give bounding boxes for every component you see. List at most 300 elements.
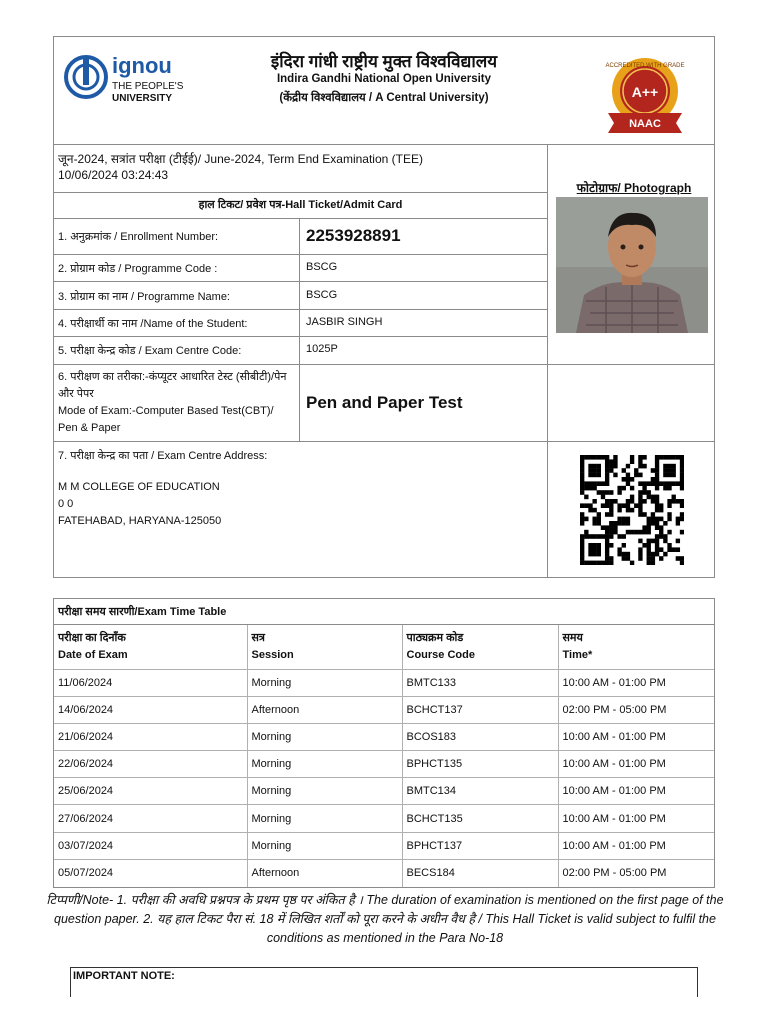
qr-module bbox=[592, 547, 596, 552]
qr-module bbox=[580, 539, 584, 544]
qr-module bbox=[597, 534, 601, 539]
qr-module bbox=[655, 552, 659, 557]
qr-module bbox=[609, 521, 613, 526]
qr-module bbox=[647, 525, 651, 530]
qr-module bbox=[663, 464, 667, 469]
qr-module bbox=[655, 473, 659, 478]
qr-module bbox=[580, 455, 584, 460]
qr-module bbox=[592, 481, 596, 486]
qr-module bbox=[634, 503, 638, 508]
naac-grade: A++ bbox=[631, 84, 659, 100]
qr-module bbox=[597, 464, 601, 469]
qr-module bbox=[672, 473, 676, 478]
qr-module bbox=[613, 455, 617, 460]
course-code-cell: BECS184 bbox=[402, 859, 558, 886]
university-name-hindi: इंदिरा गांधी राष्ट्रीय मुक्त विश्वविद्यालय bbox=[270, 52, 498, 71]
qr-module bbox=[613, 525, 617, 530]
time-cell: 10:00 AM - 01:00 PM bbox=[558, 778, 714, 805]
qr-module bbox=[588, 534, 592, 539]
qr-module bbox=[605, 503, 609, 508]
qr-module bbox=[592, 534, 596, 539]
qr-module bbox=[630, 459, 634, 464]
qr-module bbox=[605, 556, 609, 561]
qr-module bbox=[597, 468, 601, 473]
qr-module bbox=[588, 508, 592, 513]
time-cell: 02:00 PM - 05:00 PM bbox=[558, 696, 714, 723]
table-row bbox=[54, 832, 714, 859]
qr-module bbox=[580, 473, 584, 478]
session-cell: Morning bbox=[247, 805, 402, 832]
qr-module bbox=[617, 503, 621, 508]
exam-title: जून-2024, सत्रांत परीक्षा (टीईई)/ June-2024, Term End Examination (TEE) bbox=[58, 152, 423, 166]
qr-module bbox=[659, 556, 663, 561]
divider bbox=[299, 218, 300, 441]
qr-module bbox=[655, 468, 659, 473]
qr-module bbox=[605, 499, 609, 504]
qr-module bbox=[626, 508, 630, 513]
divider bbox=[54, 336, 547, 337]
qr-module bbox=[609, 530, 613, 535]
qr-module bbox=[580, 490, 584, 495]
qr-module bbox=[672, 464, 676, 469]
qr-module bbox=[588, 464, 592, 469]
divider bbox=[54, 218, 547, 219]
qr-module bbox=[634, 473, 638, 478]
qr-module bbox=[647, 495, 651, 500]
qr-module bbox=[680, 530, 684, 535]
table-row bbox=[54, 778, 714, 805]
qr-module bbox=[680, 481, 684, 486]
qr-module bbox=[605, 525, 609, 530]
qr-module bbox=[617, 552, 621, 557]
qr-module bbox=[617, 517, 621, 522]
photo-caption: फोटोग्राफ/ Photograph bbox=[576, 181, 692, 195]
timetable-table bbox=[54, 625, 714, 887]
qr-module bbox=[580, 464, 584, 469]
qr-module bbox=[642, 486, 646, 491]
qr-module bbox=[622, 543, 626, 548]
qr-module bbox=[609, 561, 613, 565]
qr-module bbox=[663, 481, 667, 486]
qr-module bbox=[680, 477, 684, 482]
qr-module bbox=[609, 543, 613, 548]
qr-module bbox=[597, 455, 601, 460]
logo-text: ignou bbox=[112, 53, 172, 78]
qr-module bbox=[667, 481, 671, 486]
qr-module bbox=[642, 464, 646, 469]
qr-module bbox=[634, 468, 638, 473]
qr-module bbox=[601, 561, 605, 565]
qr-module bbox=[592, 552, 596, 557]
qr-module bbox=[584, 455, 588, 460]
qr-module bbox=[659, 503, 663, 508]
qr-module bbox=[617, 490, 621, 495]
qr-module bbox=[680, 499, 684, 504]
qr-module bbox=[617, 486, 621, 491]
qr-module bbox=[655, 477, 659, 482]
qr-module bbox=[676, 547, 680, 552]
time-cell: 02:00 PM - 05:00 PM bbox=[558, 859, 714, 886]
qr-module bbox=[580, 561, 584, 565]
qr-module bbox=[592, 517, 596, 522]
qr-module bbox=[651, 512, 655, 517]
qr-module bbox=[659, 481, 663, 486]
qr-module bbox=[655, 534, 659, 539]
qr-module bbox=[667, 473, 671, 478]
student-name-label: 4. परीक्षार्थी का नाम /Name of the Student: bbox=[58, 318, 248, 330]
qr-module bbox=[680, 512, 684, 517]
qr-module bbox=[663, 468, 667, 473]
qr-module bbox=[609, 503, 613, 508]
divider bbox=[547, 145, 548, 577]
qr-module bbox=[663, 455, 667, 460]
programme-code-label: 2. प्रोग्राम कोड / Programme Code : bbox=[58, 263, 218, 275]
qr-module bbox=[672, 481, 676, 486]
qr-module bbox=[642, 543, 646, 548]
qr-module bbox=[580, 521, 584, 526]
qr-module bbox=[597, 543, 601, 548]
naac-ring-text: ACCREDITED WITH GRADE bbox=[605, 63, 685, 69]
session-cell: Morning bbox=[247, 778, 402, 805]
time-cell: 10:00 AM - 01:00 PM bbox=[558, 751, 714, 778]
qr-module bbox=[638, 490, 642, 495]
qr-module bbox=[584, 517, 588, 522]
qr-module bbox=[609, 508, 613, 513]
qr-module bbox=[588, 552, 592, 557]
qr-module bbox=[580, 547, 584, 552]
time-cell: 10:00 AM - 01:00 PM bbox=[558, 832, 714, 859]
qr-module bbox=[642, 525, 646, 530]
qr-module bbox=[663, 539, 667, 544]
qr-module bbox=[605, 534, 609, 539]
important-note-heading: IMPORTANT NOTE: bbox=[70, 967, 698, 997]
qr-module bbox=[622, 552, 626, 557]
session-cell: Morning bbox=[247, 669, 402, 696]
qr-module bbox=[592, 499, 596, 504]
qr-module bbox=[638, 530, 642, 535]
qr-module bbox=[630, 530, 634, 535]
qr-module bbox=[676, 521, 680, 526]
qr-module bbox=[622, 534, 626, 539]
logo-sub2: UNIVERSITY bbox=[112, 93, 173, 104]
qr-module bbox=[622, 556, 626, 561]
qr-module bbox=[651, 481, 655, 486]
qr-module bbox=[651, 495, 655, 500]
qr-module bbox=[617, 521, 621, 526]
qr-module bbox=[647, 539, 651, 544]
qr-module bbox=[605, 512, 609, 517]
qr-module bbox=[580, 556, 584, 561]
exam-date-cell: 21/06/2024 bbox=[54, 723, 247, 750]
qr-module bbox=[647, 521, 651, 526]
qr-module bbox=[647, 517, 651, 522]
generated-timestamp: 10/06/2024 03:24:43 bbox=[58, 168, 169, 182]
qr-module bbox=[613, 530, 617, 535]
qr-module bbox=[655, 503, 659, 508]
qr-module bbox=[667, 530, 671, 535]
centre-address-line: FATEHABAD, HARYANA-125050 bbox=[58, 515, 222, 527]
programme-name-value: BSCG bbox=[306, 289, 338, 301]
qr-module bbox=[626, 556, 630, 561]
qr-module bbox=[588, 503, 592, 508]
qr-module bbox=[672, 495, 676, 500]
qr-module bbox=[659, 508, 663, 513]
mode-label-line: Pen & Paper bbox=[58, 422, 121, 434]
qr-module bbox=[642, 530, 646, 535]
qr-module bbox=[667, 517, 671, 522]
qr-module bbox=[601, 455, 605, 460]
naac-badge-icon bbox=[602, 53, 688, 137]
qr-module bbox=[592, 455, 596, 460]
qr-module bbox=[626, 530, 630, 535]
session-cell: Morning bbox=[247, 751, 402, 778]
qr-module bbox=[647, 481, 651, 486]
qr-module bbox=[630, 486, 634, 491]
divider bbox=[54, 192, 547, 193]
qr-module bbox=[638, 455, 642, 460]
qr-module bbox=[622, 477, 626, 482]
qr-module bbox=[622, 521, 626, 526]
qr-module bbox=[580, 543, 584, 548]
qr-module bbox=[626, 552, 630, 557]
centre-code-label: 5. परीक्षा केन्द्र कोड / Exam Centre Code: bbox=[58, 345, 242, 357]
qr-module bbox=[588, 455, 592, 460]
qr-module bbox=[597, 552, 601, 557]
table-row bbox=[54, 859, 714, 886]
timetable-title: परीक्षा समय सारणी/Exam Time Table bbox=[54, 599, 714, 625]
qr-module bbox=[680, 561, 684, 565]
qr-module bbox=[584, 481, 588, 486]
course-code-cell: BCHCT135 bbox=[402, 805, 558, 832]
qr-module bbox=[617, 547, 621, 552]
qr-module bbox=[605, 481, 609, 486]
column-header: परीक्षा का दिनाँक Date of Exam bbox=[54, 625, 247, 669]
qr-module bbox=[659, 517, 663, 522]
qr-module bbox=[647, 556, 651, 561]
qr-module bbox=[647, 561, 651, 565]
qr-module bbox=[655, 543, 659, 548]
qr-module bbox=[605, 464, 609, 469]
qr-module bbox=[667, 486, 671, 491]
qr-module bbox=[651, 468, 655, 473]
qr-module bbox=[638, 499, 642, 504]
qr-module bbox=[630, 477, 634, 482]
qr-module bbox=[622, 517, 626, 522]
qr-module bbox=[588, 473, 592, 478]
university-name-english: Indira Gandhi National Open University bbox=[276, 73, 492, 85]
qr-module bbox=[638, 539, 642, 544]
qr-module bbox=[592, 521, 596, 526]
qr-module bbox=[667, 547, 671, 552]
qr-module bbox=[601, 534, 605, 539]
qr-module bbox=[651, 517, 655, 522]
mode-label-line: Mode of Exam:-Computer Based Test(CBT)/ bbox=[58, 405, 274, 417]
session-cell: Morning bbox=[247, 723, 402, 750]
qr-module bbox=[655, 539, 659, 544]
qr-module bbox=[580, 468, 584, 473]
qr-module bbox=[638, 495, 642, 500]
timetable-header-row bbox=[54, 625, 714, 669]
qr-module bbox=[680, 455, 684, 460]
time-cell: 10:00 AM - 01:00 PM bbox=[558, 669, 714, 696]
qr-module bbox=[626, 517, 630, 522]
qr-module bbox=[605, 561, 609, 565]
exam-date-cell: 25/06/2024 bbox=[54, 778, 247, 805]
qr-module bbox=[622, 486, 626, 491]
qr-module bbox=[638, 473, 642, 478]
centre-address-line: M M COLLEGE OF EDUCATION bbox=[58, 481, 220, 493]
qr-module bbox=[680, 473, 684, 478]
qr-module bbox=[597, 561, 601, 565]
qr-module bbox=[609, 525, 613, 530]
qr-module bbox=[663, 486, 667, 491]
qr-module bbox=[584, 530, 588, 535]
qr-module bbox=[676, 499, 680, 504]
qr-module bbox=[580, 486, 584, 491]
table-row bbox=[54, 723, 714, 750]
qr-module bbox=[609, 464, 613, 469]
qr-module bbox=[642, 490, 646, 495]
qr-module bbox=[651, 499, 655, 504]
qr-module bbox=[655, 517, 659, 522]
qr-module bbox=[597, 547, 601, 552]
qr-module bbox=[592, 468, 596, 473]
qr-module bbox=[626, 464, 630, 469]
qr-module bbox=[597, 481, 601, 486]
column-header: पाठ्यक्रम कोड Course Code bbox=[402, 625, 558, 669]
qr-module bbox=[672, 499, 676, 504]
exam-mode-label bbox=[58, 369, 298, 437]
qr-module bbox=[638, 556, 642, 561]
qr-module bbox=[667, 468, 671, 473]
qr-module bbox=[655, 525, 659, 530]
qr-module bbox=[601, 481, 605, 486]
qr-module bbox=[663, 534, 667, 539]
qr-module bbox=[588, 547, 592, 552]
qr-module bbox=[609, 556, 613, 561]
qr-module bbox=[676, 539, 680, 544]
qr-module bbox=[588, 481, 592, 486]
qr-module bbox=[651, 556, 655, 561]
qr-module bbox=[659, 455, 663, 460]
university-header bbox=[54, 37, 714, 145]
qr-module bbox=[626, 499, 630, 504]
qr-module bbox=[680, 556, 684, 561]
qr-module bbox=[580, 534, 584, 539]
qr-module bbox=[680, 517, 684, 522]
qr-module bbox=[676, 455, 680, 460]
qr-module bbox=[580, 552, 584, 557]
qr-module bbox=[638, 464, 642, 469]
column-header: सत्र Session bbox=[247, 625, 402, 669]
qr-module bbox=[638, 459, 642, 464]
qr-module bbox=[659, 525, 663, 530]
course-code-cell: BCHCT137 bbox=[402, 696, 558, 723]
qr-module bbox=[659, 547, 663, 552]
time-cell: 10:00 AM - 01:00 PM bbox=[558, 723, 714, 750]
qr-module bbox=[667, 543, 671, 548]
qr-module bbox=[647, 552, 651, 557]
mode-label-line: 6. परीक्षण का तरीका:-कंप्यूटर आधारित टेस्ट (सीबीटी)/पेन bbox=[58, 371, 287, 383]
qr-module bbox=[642, 455, 646, 460]
qr-module bbox=[626, 481, 630, 486]
qr-module bbox=[655, 499, 659, 504]
enrollment-label: 1. अनुक्रमांक / Enrollment Number: bbox=[58, 231, 219, 243]
qr-module bbox=[588, 486, 592, 491]
qr-module bbox=[609, 468, 613, 473]
table-row bbox=[54, 669, 714, 696]
qr-module bbox=[638, 512, 642, 517]
qr-module bbox=[651, 552, 655, 557]
central-university-label: (केंद्रीय विश्वविद्यालय / A Central University) bbox=[279, 92, 489, 104]
qr-module bbox=[638, 481, 642, 486]
qr-module bbox=[609, 490, 613, 495]
qr-module bbox=[580, 503, 584, 508]
qr-module bbox=[605, 477, 609, 482]
qr-module bbox=[609, 512, 613, 517]
qr-module bbox=[647, 530, 651, 535]
qr-module bbox=[672, 468, 676, 473]
centre-address-line: 0 0 bbox=[58, 498, 74, 510]
programme-name-label: 3. प्रोग्राम का नाम / Programme Name: bbox=[58, 291, 230, 303]
session-cell: Afternoon bbox=[247, 696, 402, 723]
student-photo bbox=[556, 197, 708, 333]
table-row bbox=[54, 805, 714, 832]
qr-module bbox=[605, 459, 609, 464]
qr-module bbox=[580, 477, 584, 482]
qr-module bbox=[580, 459, 584, 464]
exam-date-cell: 22/06/2024 bbox=[54, 751, 247, 778]
qr-module bbox=[630, 499, 634, 504]
divider bbox=[54, 441, 714, 442]
qr-module bbox=[584, 495, 588, 500]
qr-module bbox=[630, 508, 634, 513]
course-code-cell: BMTC133 bbox=[402, 669, 558, 696]
course-code-cell: BMTC134 bbox=[402, 778, 558, 805]
qr-module bbox=[655, 455, 659, 460]
qr-module bbox=[626, 521, 630, 526]
hall-ticket-title: हाल टिकट/ प्रवेश पत्र-Hall Ticket/Admit Card bbox=[198, 199, 403, 211]
qr-module bbox=[667, 464, 671, 469]
qr-module bbox=[622, 503, 626, 508]
qr-module bbox=[655, 495, 659, 500]
qr-module bbox=[592, 508, 596, 513]
qr-module bbox=[655, 486, 659, 491]
table-row bbox=[54, 751, 714, 778]
logo-sub1: THE PEOPLE'S bbox=[112, 81, 184, 92]
qr-module bbox=[601, 503, 605, 508]
qr-module bbox=[592, 486, 596, 491]
qr-module bbox=[638, 503, 642, 508]
qr-module bbox=[647, 547, 651, 552]
qr-module bbox=[655, 547, 659, 552]
qr-module bbox=[647, 490, 651, 495]
qr-module bbox=[584, 534, 588, 539]
qr-module bbox=[617, 534, 621, 539]
qr-module bbox=[597, 473, 601, 478]
qr-module bbox=[584, 486, 588, 491]
qr-module bbox=[613, 473, 617, 478]
qr-module bbox=[588, 468, 592, 473]
exam-timetable bbox=[53, 598, 715, 888]
qr-module bbox=[680, 468, 684, 473]
ignou-logo bbox=[64, 51, 184, 107]
qr-module bbox=[588, 543, 592, 548]
qr-module bbox=[580, 512, 584, 517]
qr-module bbox=[605, 530, 609, 535]
mode-label-line: और पेपर bbox=[58, 388, 94, 400]
qr-module bbox=[597, 490, 601, 495]
